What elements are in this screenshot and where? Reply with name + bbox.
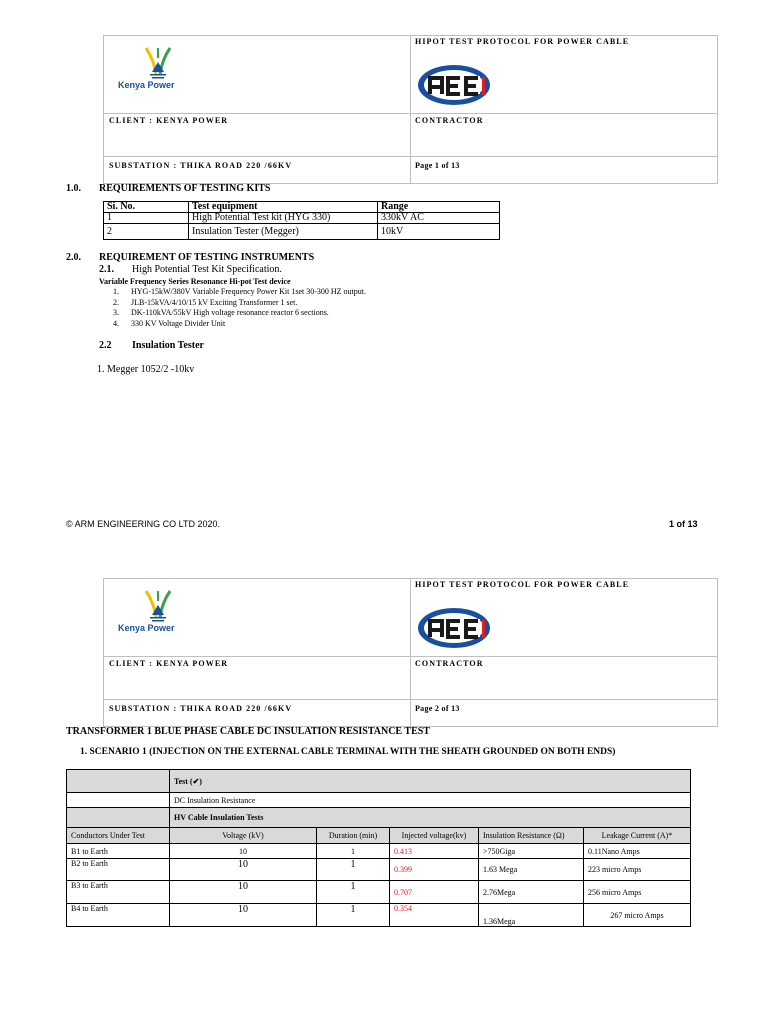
table-cell: 256 micro Amps (584, 881, 691, 904)
dc-label-cell: DC Insulation Resistance (170, 793, 691, 808)
section1-number: 1.0. (66, 183, 81, 194)
table-header-cell: Insulation Resistance (Ω) (479, 828, 584, 844)
table-row (67, 859, 691, 881)
list-item-text: DK-110kVA/55kV High voltage resonance reactor 6 sections. (131, 308, 329, 317)
list-item-number: 4. (113, 318, 119, 328)
scenario-title: 1. SCENARIO 1 (INJECTION ON THE EXTERNAL CABLE TERMINAL WITH THE SHEATH GROUNDED ON BOTH ENDS) (80, 747, 616, 757)
footer-page-number: 1 of 13 (669, 519, 698, 529)
table-header-cell: Conductors Under Test (67, 828, 170, 844)
table-cell: 1.63 Mega (479, 859, 584, 881)
header-divider (410, 36, 411, 183)
list-item (113, 319, 366, 330)
table-header-row (104, 202, 500, 213)
table-header-cell: Test equipment (189, 202, 378, 213)
table-row (67, 793, 691, 808)
substation-label: SUBSTATION : THIKA ROAD 220 /66KV (109, 161, 293, 170)
table-cell: 0.11Nano Amps (584, 844, 691, 859)
kenya-power-logo (116, 44, 196, 94)
table-cell: 2.76Mega (479, 881, 584, 904)
table-cell: 10 (170, 844, 317, 859)
table-header-cell: Leakage Current (A)* (584, 828, 691, 844)
table-cell: 267 micro Amps (584, 904, 691, 927)
table-cell: 2 (104, 224, 189, 240)
page2-header (103, 578, 718, 727)
table-cell: 10 (170, 904, 317, 927)
contractor-label: CONTRACTOR (415, 116, 484, 125)
list-item-text: HYG-15kW/380V Variable Frequency Power Kit 1set 30-300 HZ output. (131, 287, 366, 296)
section2-title: REQUIREMENT OF TESTING INSTRUMENTS (99, 252, 315, 263)
table-cell: 10 (170, 881, 317, 904)
table-cell: 1 (317, 904, 390, 927)
list-item (113, 298, 366, 309)
aee-logo-icon (416, 606, 492, 650)
page-label: Page 1 of 13 (415, 161, 460, 170)
table-cell: 1 (317, 881, 390, 904)
subsection-2-2-title: Insulation Tester (132, 340, 204, 351)
table-cell: B4 to Earth (67, 904, 170, 927)
table-cell: 0.354 (390, 904, 479, 927)
client-label: CLIENT : KENYA POWER (109, 659, 229, 668)
list-item-number: 2. (113, 297, 119, 307)
section2-number: 2.0. (66, 252, 81, 263)
header-row-divider (104, 699, 717, 700)
list-item (113, 308, 366, 319)
table-header-cell: Voltage (kV) (170, 828, 317, 844)
table-cell: 1 (317, 859, 390, 881)
table-cell (67, 808, 170, 828)
table-header-cell: Injected voltage(kv) (390, 828, 479, 844)
protocol-title: HIPOT TEST PROTOCOL FOR POWER CABLE (415, 37, 630, 46)
specification-list (113, 287, 366, 329)
table-row (67, 904, 691, 927)
header-row-divider (104, 113, 717, 114)
table-cell: High Potential Test kit (HYG 330) (189, 213, 378, 224)
kenya-power-logo (116, 587, 196, 637)
aee-logo-icon (416, 63, 492, 107)
table-cell: 1 (104, 213, 189, 224)
section1-title: REQUIREMENTS OF TESTING KITS (99, 183, 271, 194)
subsection-2-1-number: 2.1. (99, 264, 114, 275)
table-cell: B2 to Earth (67, 859, 170, 881)
substation-label: SUBSTATION : THIKA ROAD 220 /66KV (109, 704, 293, 713)
page1-header (103, 35, 718, 184)
table-cell: 223 micro Amps (584, 859, 691, 881)
list-item-text: 330 KV Voltage Divider Unit (131, 318, 226, 328)
kenya-power-logo-icon (138, 587, 178, 627)
table-header-cell: Duration (min) (317, 828, 390, 844)
subsection-2-1-title: High Potential Test Kit Specification. (132, 264, 282, 275)
aee-logo (416, 606, 492, 656)
kenya-power-logo-text: Kenya Power (118, 623, 175, 633)
test-label-cell: Test (✔) (170, 770, 691, 793)
list-item-text: JLB-15kVA/4/10/15 kV Exciting Transformer 1 set. (131, 297, 298, 307)
table-cell: Insulation Tester (Megger) (189, 224, 378, 240)
list-item-number: 1. (113, 287, 119, 296)
aee-logo (416, 63, 492, 113)
client-label: CLIENT : KENYA POWER (109, 116, 229, 125)
table-cell: 0.707 (390, 881, 479, 904)
footer-copyright: © ARM ENGINEERING CO LTD 2020. (66, 519, 221, 529)
table-header-row (67, 828, 691, 844)
page-label: Page 2 of 13 (415, 704, 460, 713)
contractor-label: CONTRACTOR (415, 659, 484, 668)
hv-label-cell: HV Cable Insulation Tests (170, 808, 691, 828)
table-header-cell: Si. No. (104, 202, 189, 213)
insulation-resistance-table (66, 769, 691, 927)
table-cell (67, 793, 170, 808)
protocol-title: HIPOT TEST PROTOCOL FOR POWER CABLE (415, 580, 630, 589)
megger-item: 1. Megger 1052/2 -10kv (97, 364, 195, 375)
table-cell: 0.413 (390, 844, 479, 859)
list-item-number: 3. (113, 308, 119, 317)
header-row-divider (104, 656, 717, 657)
table-cell: 10kV (378, 224, 500, 240)
table-cell: 1.36Mega (479, 904, 584, 927)
device-title: Variable Frequency Series Resonance Hi-pot Test device (99, 277, 291, 286)
table-row (104, 213, 500, 224)
table-cell: B1 to Earth (67, 844, 170, 859)
table-cell (67, 770, 170, 793)
list-item (113, 287, 366, 298)
subsection-2-2-number: 2.2 (99, 340, 112, 351)
table-cell: B3 to Earth (67, 881, 170, 904)
table-cell: 330kV AC (378, 213, 500, 224)
table-row (67, 770, 691, 793)
kenya-power-logo-text: Kenya Power (118, 80, 175, 90)
table-cell: 0.399 (390, 859, 479, 881)
header-divider (410, 579, 411, 726)
header-row-divider (104, 156, 717, 157)
kenya-power-logo-icon (138, 44, 178, 84)
transformer-test-title: TRANSFORMER 1 BLUE PHASE CABLE DC INSULATION RESISTANCE TEST (66, 726, 430, 737)
table-cell: 10 (170, 859, 317, 881)
table-row (104, 224, 500, 240)
testing-kits-table (103, 201, 500, 240)
table-row (67, 881, 691, 904)
table-cell: >750Giga (479, 844, 584, 859)
table-cell: 1 (317, 844, 390, 859)
table-header-cell: Range (378, 202, 500, 213)
table-row (67, 844, 691, 859)
table-row (67, 808, 691, 828)
